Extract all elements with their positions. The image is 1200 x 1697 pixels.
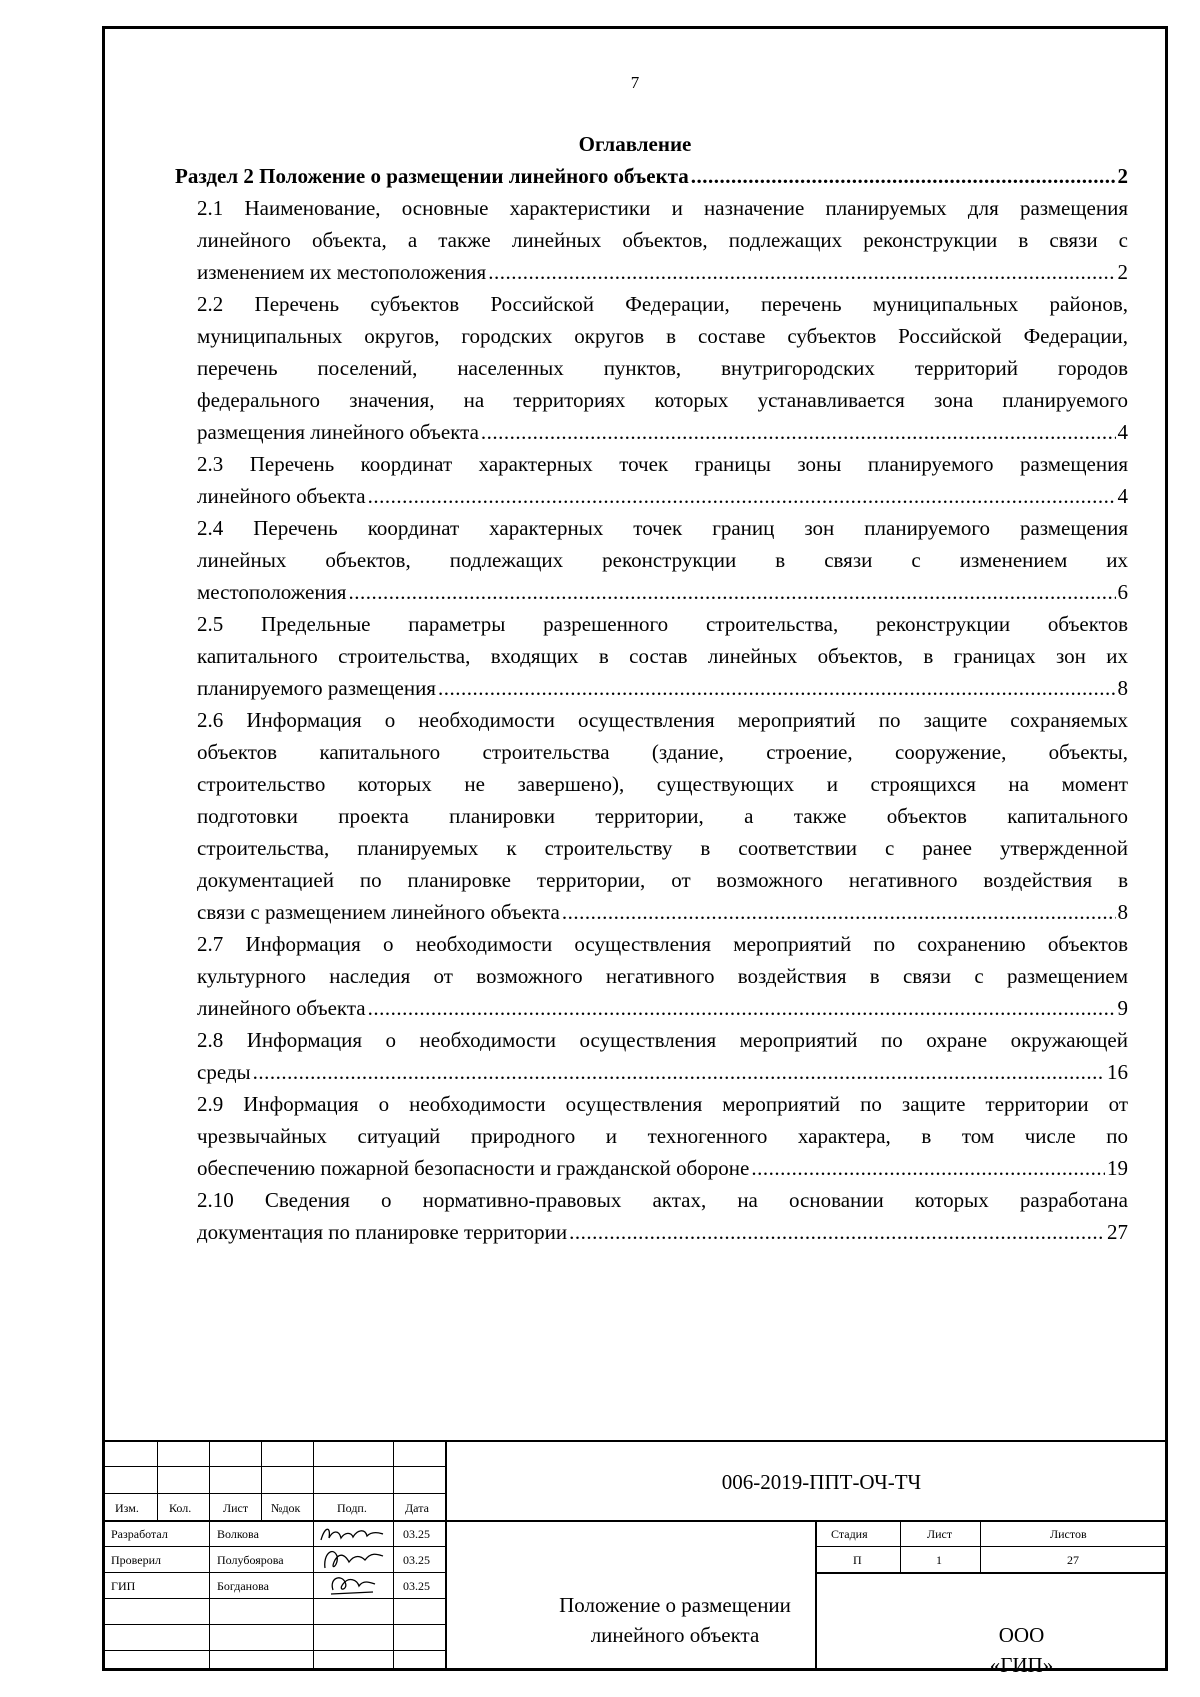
toc-leader [368, 992, 1116, 1024]
toc-entry-page: 8 [1117, 676, 1128, 700]
toc-entry-last-line [197, 416, 1128, 448]
toc-entry-text: планируемого размещения [197, 676, 436, 700]
toc-entry-page: 19 [1107, 1156, 1128, 1180]
document-name-line-2: линейного объекта [590, 1623, 760, 1647]
page-number: 7 [630, 73, 640, 92]
toc-entry[interactable] [197, 448, 1128, 512]
toc-entry-text: обеспечению пожарной безопасности и гражданской обороне [197, 1156, 750, 1180]
toc-entry-last-line [197, 256, 1128, 288]
toc-entry-page: 2 [1117, 260, 1128, 284]
toc-entry-last-line [197, 480, 1128, 512]
toc-entry-text: линейного объекта [197, 996, 366, 1020]
toc-entry-line: подготовки проекта планировки территории, а также объектов капитального [197, 804, 1128, 828]
toc-entry-page: 4 [1117, 420, 1128, 444]
sheet-header: Лист [927, 1527, 953, 1541]
toc-entry[interactable] [197, 512, 1128, 608]
document-frame [102, 26, 1168, 1677]
organization-line-1: ООО [998, 1623, 1045, 1647]
header-podp: Подп. [337, 1501, 367, 1515]
toc-entry-line: 2.6 Информация о необходимости осуществления мероприятий по защите сохраняемых [197, 708, 1128, 732]
toc-title: Оглавление [578, 132, 692, 156]
toc-leader [368, 480, 1116, 512]
toc-entry-text: линейного объекта [197, 484, 366, 508]
header-data: Дата [405, 1501, 429, 1515]
toc-leader [438, 672, 1116, 704]
toc-entry-line: 2.9 Информация о необходимости осуществления мероприятий по защите территории от [197, 1092, 1128, 1116]
toc-leader [481, 416, 1116, 448]
sheets-header: Листов [1050, 1527, 1087, 1541]
toc-entry-line: 2.10 Сведения о нормативно-правовых актах, на основании которых разработана [197, 1188, 1128, 1212]
signature-developer [317, 1522, 389, 1546]
toc-entry-line: культурного наследия от возможного негативного воздействия в связи с размещением [197, 964, 1128, 988]
toc-entry-line: капитального строительства, входящих в состав линейных объектов, в границах зон их [197, 644, 1128, 668]
toc-entry-line: перечень поселений, населенных пунктов, внутригородских территорий городов [197, 356, 1128, 380]
toc-entry-line: линейного объекта, а также линейных объектов, подлежащих реконструкции в связи с [197, 228, 1128, 252]
toc-section-page: 2 [1117, 164, 1128, 188]
toc-entry-last-line [197, 1216, 1128, 1248]
toc-entry[interactable] [197, 1024, 1128, 1088]
toc-leader [253, 1056, 1105, 1088]
name-chief-engineer: Богданова [217, 1579, 269, 1593]
toc-entry[interactable] [197, 288, 1128, 448]
toc-entry-line: линейных объектов, подлежащих реконструкции в связи с изменением их [197, 548, 1128, 572]
toc-leader [691, 160, 1116, 192]
document-code: 006-2019-ППТ-ОЧ-ТЧ [721, 1470, 922, 1494]
toc-entry-page: 9 [1117, 996, 1128, 1020]
toc-entry-text: изменением их местоположения [197, 260, 487, 284]
toc-entry-text: местоположения [197, 580, 347, 604]
toc-section[interactable] [175, 160, 1128, 192]
toc-leader [569, 1216, 1105, 1248]
toc-leader [488, 256, 1115, 288]
organization [875, 1620, 1168, 1680]
toc-entry[interactable] [197, 928, 1128, 1024]
toc-entry-line: строительство которых не завершено), существующих и строящихся на момент [197, 772, 1128, 796]
toc-entry-page: 27 [1107, 1220, 1128, 1244]
toc-entry-last-line [197, 992, 1128, 1024]
organization-line-2: «ГИП» [989, 1653, 1054, 1677]
toc-entry[interactable] [197, 704, 1128, 928]
sheet-value: 1 [936, 1553, 942, 1567]
toc-entry-line: 2.3 Перечень координат характерных точек границы зоны планируемого размещения [197, 452, 1128, 476]
header-kol: Кол. [169, 1501, 192, 1515]
toc-entry-line: строительства, планируемых к строительству в соответствии с ранее утвержденной [197, 836, 1128, 860]
date-checker: 03.25 [403, 1553, 430, 1567]
toc-entry-line: 2.5 Предельные параметры разрешенного строительства, реконструкции объектов [197, 612, 1128, 636]
toc-leader [751, 1152, 1105, 1184]
signature-chief-engineer [323, 1570, 383, 1598]
toc-leader [348, 576, 1115, 608]
toc-entry-last-line [197, 896, 1128, 928]
toc-entry-line: 2.7 Информация о необходимости осуществления мероприятий по сохранению объектов [197, 932, 1128, 956]
toc-entry-text: среды [197, 1060, 251, 1084]
table-of-contents [175, 160, 1128, 1248]
role-developer: Разработал [111, 1527, 168, 1541]
date-developer: 03.25 [403, 1527, 430, 1541]
role-chief-engineer: ГИП [111, 1579, 136, 1593]
toc-entry-line: чрезвычайных ситуаций природного и техногенного характера, в том числе по [197, 1124, 1128, 1148]
header-list: Лист [223, 1501, 249, 1515]
toc-entry[interactable] [197, 608, 1128, 704]
toc-entry-line: документацией по планировке территории, от возможного негативного воздействия в [197, 868, 1128, 892]
toc-entry-line: федерального значения, на территориях которых устанавливается зона планируемого [197, 388, 1128, 412]
name-checker: Полубоярова [217, 1553, 284, 1567]
toc-entry-line: 2.1 Наименование, основные характеристики и назначение планируемых для размещения [197, 196, 1128, 220]
toc-section-title: Раздел 2 Положение о размещении линейного объекта [175, 164, 689, 188]
toc-entry-page: 4 [1117, 484, 1128, 508]
toc-entry-text: размещения линейного объекта [197, 420, 479, 444]
toc-entry-last-line [197, 1056, 1128, 1088]
toc-leader [562, 896, 1116, 928]
toc-entry-line: объектов капитального строительства (здание, строение, сооружение, объекты, [197, 740, 1128, 764]
document-name-line-1: Положение о размещении [559, 1593, 791, 1617]
title-block [105, 1440, 1168, 1677]
toc-entry-page: 8 [1117, 900, 1128, 924]
toc-entry-line: 2.2 Перечень субъектов Российской Федерации, перечень муниципальных районов, [197, 292, 1128, 316]
toc-entry-page: 16 [1107, 1060, 1128, 1084]
role-checker: Проверил [111, 1553, 161, 1567]
header-izm: Изм. [115, 1501, 139, 1515]
toc-entry[interactable] [197, 1088, 1128, 1184]
toc-entry[interactable] [197, 1184, 1128, 1248]
sheets-value: 27 [1067, 1553, 1079, 1567]
date-chief-engineer: 03.25 [403, 1579, 430, 1593]
toc-entry-text: связи с размещением линейного объекта [197, 900, 560, 924]
toc-entry[interactable] [197, 192, 1128, 288]
toc-entry-last-line [197, 672, 1128, 704]
stage-header: Стадия [831, 1527, 868, 1541]
toc-entry-line: 2.4 Перечень координат характерных точек границ зон планируемого размещения [197, 516, 1128, 540]
toc-entry-line: 2.8 Информация о необходимости осуществления мероприятий по охране окружающей [197, 1028, 1128, 1052]
name-developer: Волкова [217, 1527, 259, 1541]
toc-entry-last-line [197, 1152, 1128, 1184]
toc-entry-page: 6 [1117, 580, 1128, 604]
toc-entry-text: документация по планировке территории [197, 1220, 568, 1244]
header-ndok: №док [271, 1501, 301, 1515]
document-name [475, 1590, 875, 1650]
toc-entry-last-line [197, 576, 1128, 608]
toc-entry-line: муниципальных округов, городских округов в составе субъектов Российской Федерации, [197, 324, 1128, 348]
stage-value: П [853, 1553, 862, 1567]
